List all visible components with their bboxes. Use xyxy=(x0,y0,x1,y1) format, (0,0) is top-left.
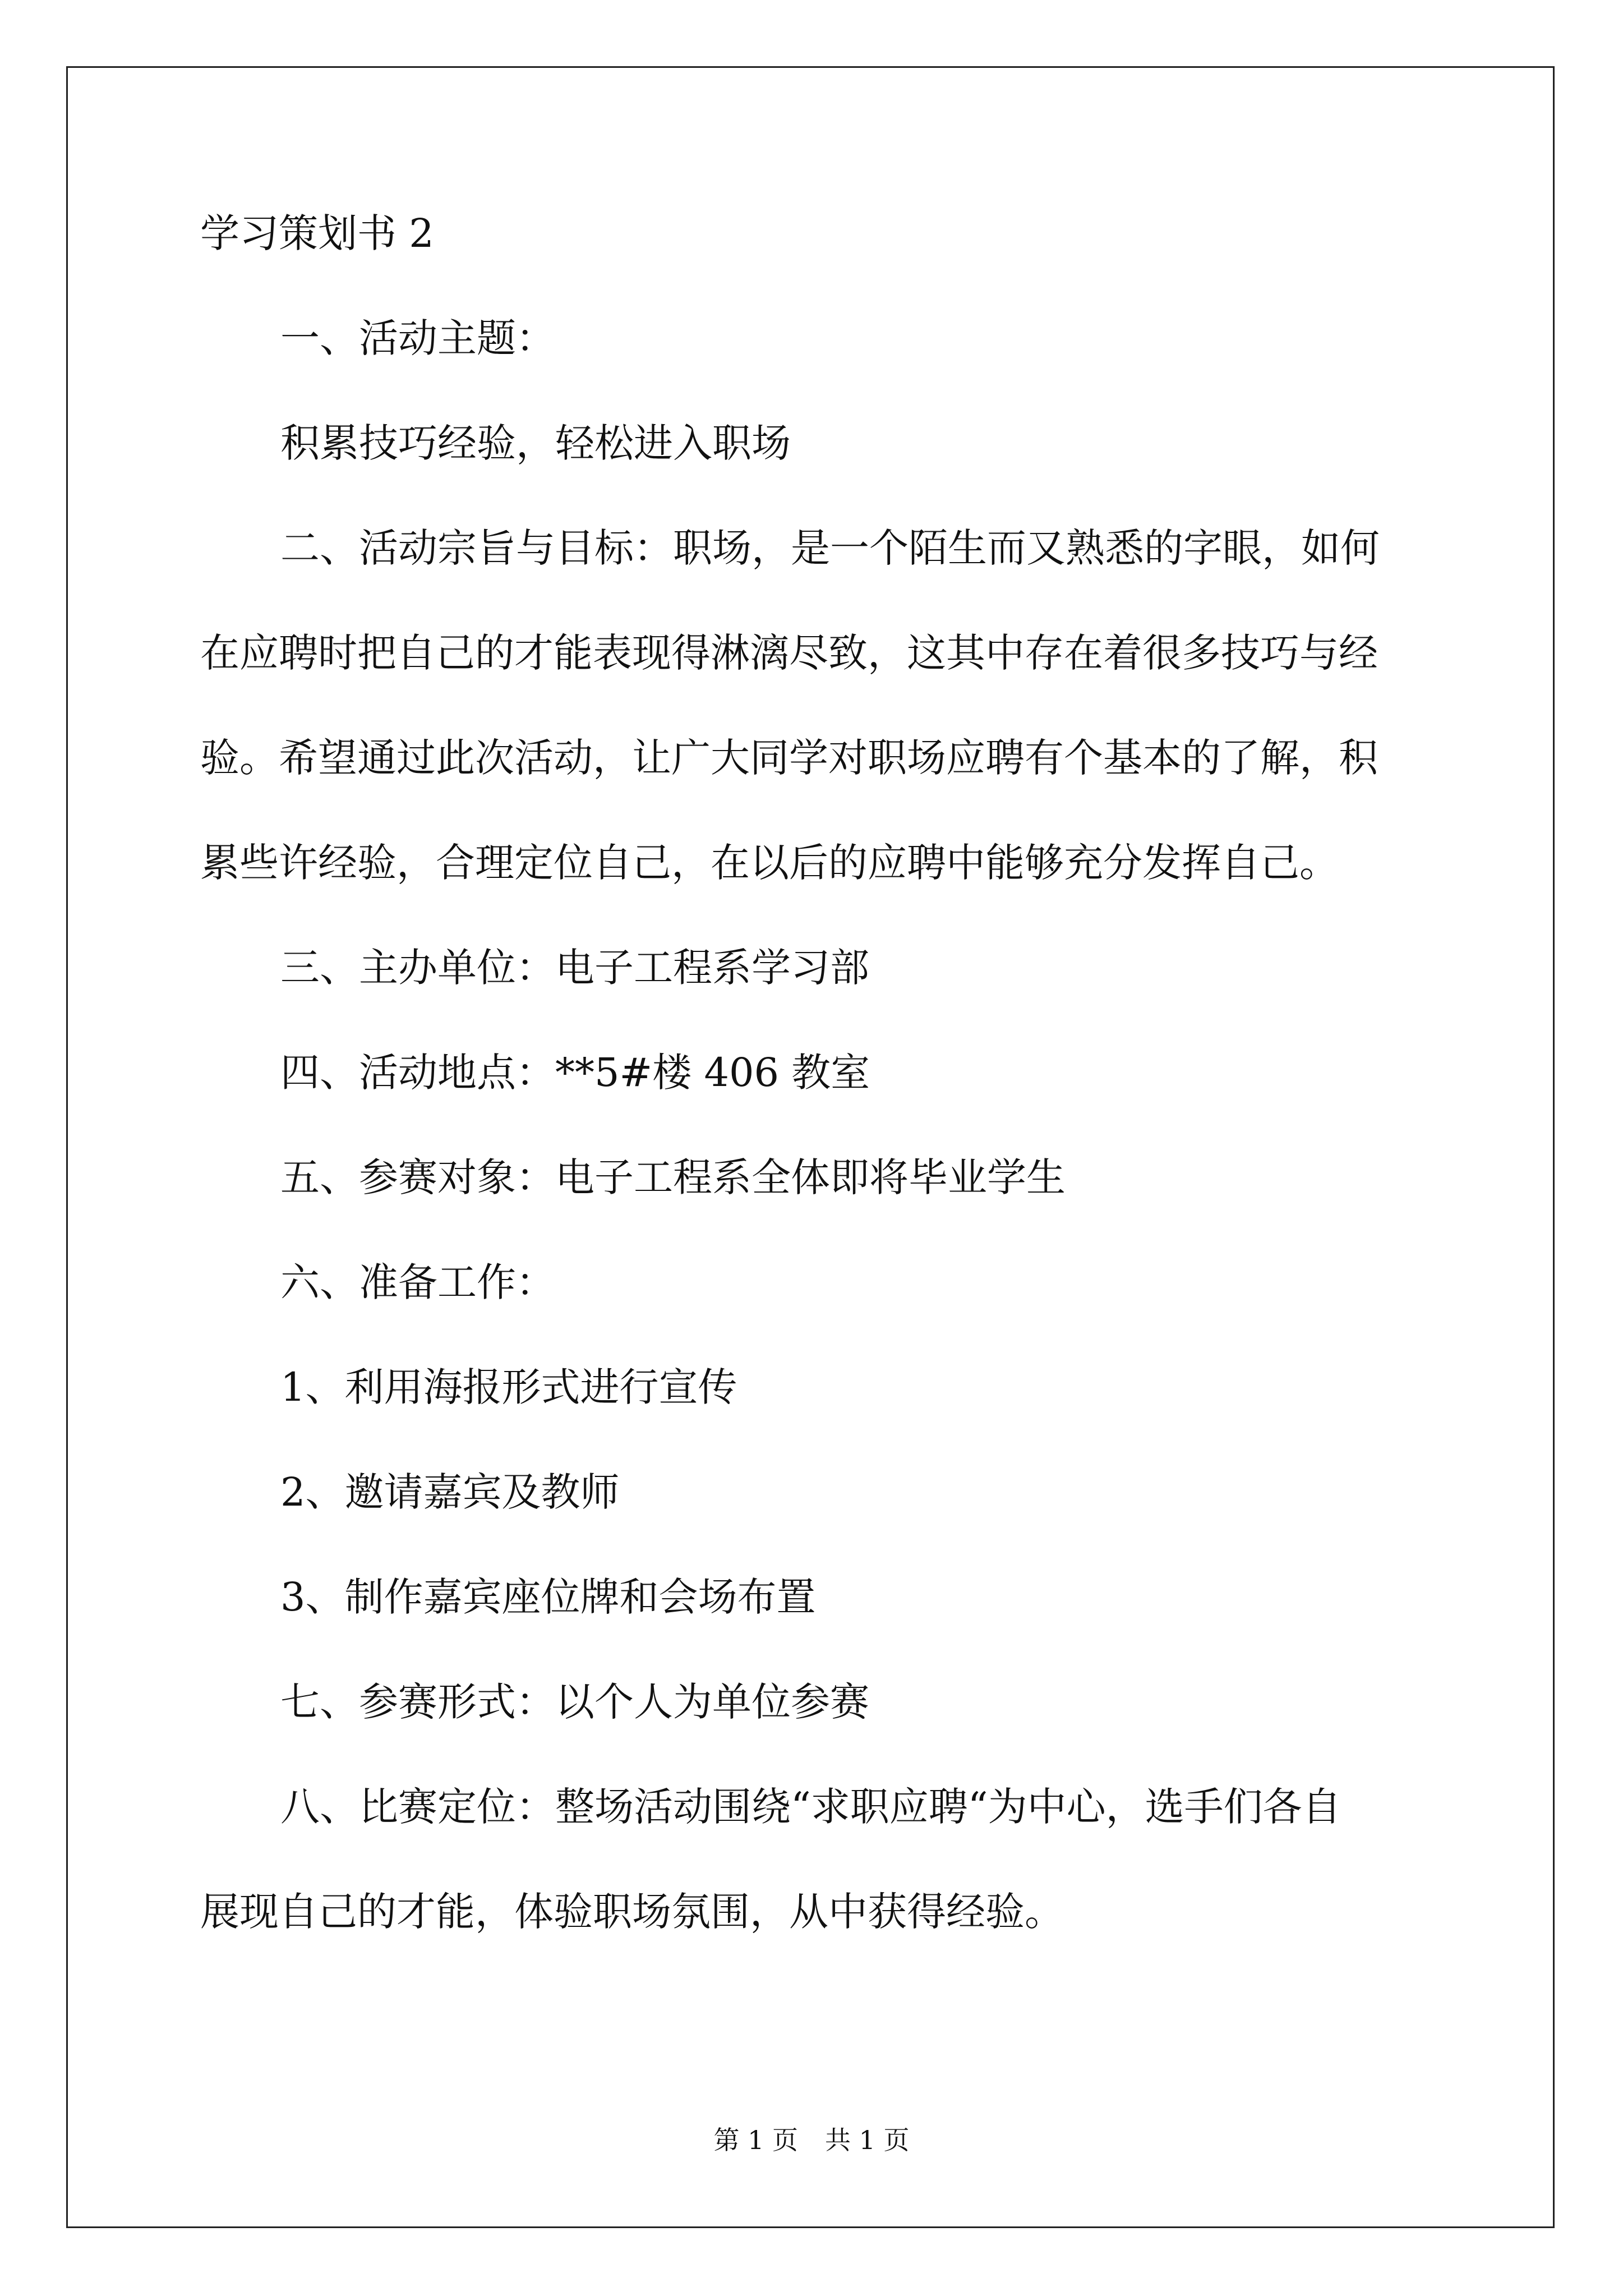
paragraph-line: 六、准备工作： xyxy=(280,1259,555,1305)
paragraph-line: 七、参赛形式：以个人为单位参赛 xyxy=(280,1679,869,1725)
paragraph-line: 一、活动主题： xyxy=(280,315,555,361)
paragraph-line: 五、参赛对象：电子工程系全体即将毕业学生 xyxy=(280,1154,1066,1200)
paragraph-line: 四、活动地点：**5#楼 406 教室 xyxy=(280,1050,870,1096)
page-number-total: 共 1 页 xyxy=(825,2125,910,2155)
document-title: 学习策划书 2 xyxy=(200,210,434,256)
page-footer xyxy=(0,2123,1623,2157)
paragraph-line: 累些许经验，合理定位自己，在以后的应聘中能够充分发挥自己。 xyxy=(200,840,1339,886)
paragraph-line: 在应聘时把自己的才能表现得淋漓尽致，这其中存在着很多技巧与经 xyxy=(200,630,1378,676)
paragraph-line: 1、利用海报形式进行宣传 xyxy=(280,1364,737,1410)
page-number-current: 第 1 页 xyxy=(713,2125,798,2155)
paragraph-line: 2、邀请嘉宾及教师 xyxy=(280,1469,620,1515)
paragraph-line: 展现自己的才能，体验职场氛围，从中获得经验。 xyxy=(200,1889,1064,1935)
paragraph-line: 八、比赛定位：整场活动围绕“求职应聘“为中心，选手们各自 xyxy=(280,1784,1341,1830)
paragraph-line: 二、活动宗旨与目标：职场，是一个陌生而又熟悉的字眼，如何 xyxy=(280,525,1380,571)
paragraph-line: 验。希望通过此次活动，让广大同学对职场应聘有个基本的了解，积 xyxy=(200,735,1378,781)
paragraph-line: 3、制作嘉宾座位牌和会场布置 xyxy=(280,1574,816,1620)
paragraph-line: 三、主办单位：电子工程系学习部 xyxy=(280,945,869,991)
paragraph-line: 积累技巧经验，轻松进入职场 xyxy=(280,420,791,466)
